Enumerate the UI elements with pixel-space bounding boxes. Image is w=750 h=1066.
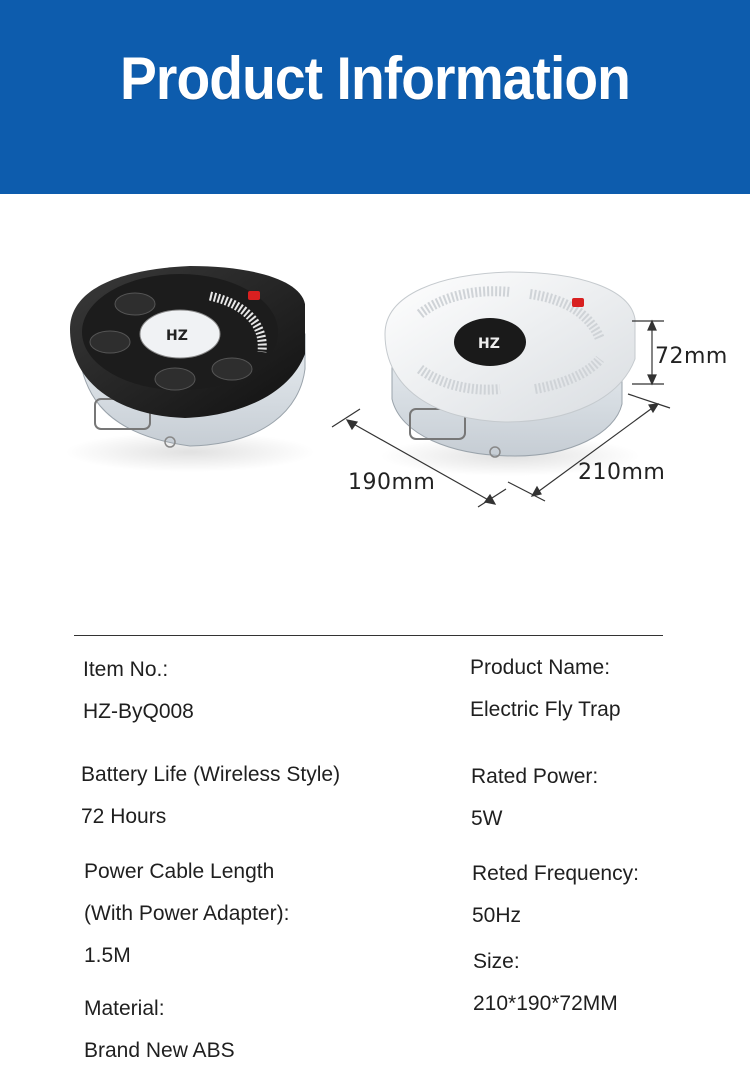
svg-text:HZ: HZ	[166, 328, 188, 344]
power-cable-value: 1.5M	[84, 944, 131, 967]
height-dimension: 72mm	[655, 344, 728, 369]
product-name-label: Product Name:	[470, 656, 611, 679]
battery-life-label: Battery Life (Wireless Style)	[81, 763, 341, 786]
size-label: Size:	[473, 950, 520, 973]
page-title: Product Information	[120, 45, 630, 112]
rated-power-label: Rated Power:	[471, 765, 599, 788]
header-banner	[0, 0, 750, 194]
rated-frequency-value: 50Hz	[472, 904, 522, 927]
product-name-value: Electric Fly Trap	[470, 698, 621, 721]
size-value: 210*190*72MM	[473, 992, 618, 1015]
power-cable-label: Power Cable Length	[84, 860, 275, 883]
material-value: Brand New ABS	[84, 1039, 235, 1062]
black-fly-trap	[65, 266, 315, 472]
depth-dimension: 210mm	[578, 460, 666, 485]
material-label: Material:	[84, 997, 165, 1020]
battery-life-value: 72 Hours	[81, 805, 167, 828]
svg-text:HZ: HZ	[478, 336, 500, 352]
product-images	[0, 194, 750, 594]
section-divider	[74, 635, 663, 636]
power-cable-label-2: (With Power Adapter):	[84, 902, 290, 925]
product-illustration	[0, 194, 750, 594]
width-dimension: 190mm	[348, 470, 436, 495]
rated-power-value: 5W	[471, 807, 503, 830]
item-no-label: Item No.:	[83, 658, 169, 681]
item-no-value: HZ-ByQ008	[83, 700, 194, 723]
rated-frequency-label: Reted Frequency:	[472, 862, 639, 885]
